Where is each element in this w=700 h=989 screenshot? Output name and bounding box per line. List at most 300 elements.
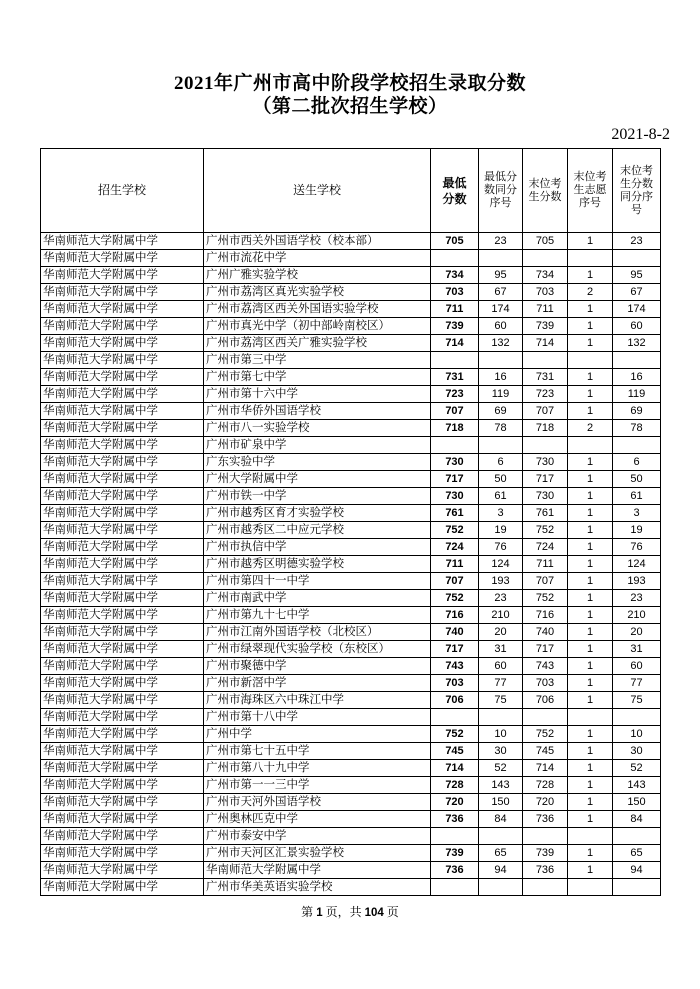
recruiting-school-cell: 华南师范大学附属中学	[41, 760, 204, 777]
table-row	[41, 845, 661, 862]
sending-school-cell: 广州市矿泉中学	[204, 437, 431, 454]
min-score-cell: 723	[431, 386, 479, 403]
recruiting-school-cell: 华南师范大学附属中学	[41, 862, 204, 879]
recruiting-school-cell: 华南师范大学附属中学	[41, 403, 204, 420]
min-score-cell: 718	[431, 420, 479, 437]
recruiting-school-cell: 华南师范大学附属中学	[41, 233, 204, 250]
recruiting-school-cell: 华南师范大学附属中学	[41, 369, 204, 386]
min-score-cell: 739	[431, 845, 479, 862]
recruiting-school-cell: 华南师范大学附属中学	[41, 692, 204, 709]
min-score-cell: 752	[431, 522, 479, 539]
sending-school-cell: 广州市新滘中学	[204, 675, 431, 692]
last-student-score-tie-number-cell: 52	[613, 760, 661, 777]
last-student-choice-number-cell	[568, 437, 613, 454]
min-score-cell: 761	[431, 505, 479, 522]
min-score-tie-number-cell: 95	[479, 267, 523, 284]
last-student-score-tie-number-cell: 31	[613, 641, 661, 658]
min-score-cell: 743	[431, 658, 479, 675]
last-student-score-tie-number-cell: 84	[613, 811, 661, 828]
recruiting-school-cell: 华南师范大学附属中学	[41, 777, 204, 794]
sending-school-cell: 广州市天河区汇景实验学校	[204, 845, 431, 862]
last-student-score-tie-number-cell: 143	[613, 777, 661, 794]
header-sending-school: 送生学校	[204, 149, 431, 233]
last-student-choice-number-cell: 1	[568, 539, 613, 556]
table-row	[41, 811, 661, 828]
min-score-tie-number-cell: 67	[479, 284, 523, 301]
min-score-cell: 752	[431, 590, 479, 607]
last-student-choice-number-cell: 1	[568, 845, 613, 862]
last-student-choice-number-cell: 1	[568, 454, 613, 471]
last-student-score-cell: 717	[523, 641, 568, 658]
table-header-row	[41, 149, 661, 233]
recruiting-school-cell: 华南师范大学附属中学	[41, 624, 204, 641]
min-score-cell	[431, 828, 479, 845]
min-score-tie-number-cell: 94	[479, 862, 523, 879]
table-row	[41, 267, 661, 284]
min-score-tie-number-cell	[479, 437, 523, 454]
table-row	[41, 318, 661, 335]
min-score-tie-number-cell: 65	[479, 845, 523, 862]
min-score-cell: 731	[431, 369, 479, 386]
last-student-choice-number-cell: 1	[568, 641, 613, 658]
min-score-cell: 703	[431, 675, 479, 692]
table-row	[41, 726, 661, 743]
min-score-cell: 707	[431, 403, 479, 420]
table-row	[41, 539, 661, 556]
table-row	[41, 692, 661, 709]
last-student-score-tie-number-cell	[613, 250, 661, 267]
min-score-cell: 734	[431, 267, 479, 284]
sending-school-cell: 广州市第一一三中学	[204, 777, 431, 794]
min-score-cell: 740	[431, 624, 479, 641]
recruiting-school-cell: 华南师范大学附属中学	[41, 267, 204, 284]
last-student-score-cell: 717	[523, 471, 568, 488]
sending-school-cell: 广州中学	[204, 726, 431, 743]
last-student-score-cell: 736	[523, 862, 568, 879]
recruiting-school-cell: 华南师范大学附属中学	[41, 250, 204, 267]
last-student-score-tie-number-cell: 193	[613, 573, 661, 590]
sending-school-cell: 广州市泰安中学	[204, 828, 431, 845]
last-student-score-cell: 743	[523, 658, 568, 675]
min-score-tie-number-cell	[479, 828, 523, 845]
last-student-score-tie-number-cell: 19	[613, 522, 661, 539]
recruiting-school-cell: 华南师范大学附属中学	[41, 505, 204, 522]
min-score-cell: 705	[431, 233, 479, 250]
admission-scores-table	[40, 148, 661, 896]
table-row	[41, 420, 661, 437]
footer-prefix: 第	[301, 905, 317, 919]
sending-school-cell: 广州奥林匹克中学	[204, 811, 431, 828]
sending-school-cell: 广州市西关外国语学校（校本部）	[204, 233, 431, 250]
recruiting-school-cell: 华南师范大学附属中学	[41, 386, 204, 403]
recruiting-school-cell: 华南师范大学附属中学	[41, 845, 204, 862]
sending-school-cell: 广州市第九十七中学	[204, 607, 431, 624]
sending-school-cell: 广州市第七中学	[204, 369, 431, 386]
last-student-score-tie-number-cell: 94	[613, 862, 661, 879]
header-min-score: 最低分数	[431, 149, 479, 233]
min-score-cell	[431, 437, 479, 454]
last-student-score-tie-number-cell: 20	[613, 624, 661, 641]
last-student-choice-number-cell: 1	[568, 505, 613, 522]
last-student-score-tie-number-cell	[613, 437, 661, 454]
document-date: 2021-8-2	[611, 126, 670, 143]
last-student-score-cell: 711	[523, 301, 568, 318]
recruiting-school-cell: 华南师范大学附属中学	[41, 420, 204, 437]
sending-school-cell: 广州市执信中学	[204, 539, 431, 556]
sending-school-cell: 广州市聚德中学	[204, 658, 431, 675]
recruiting-school-cell: 华南师范大学附属中学	[41, 488, 204, 505]
footer-mid: 页，共	[322, 905, 365, 919]
title-line-1: 2021年广州市高中阶段学校招生录取分数	[173, 73, 526, 94]
min-score-cell: 711	[431, 301, 479, 318]
last-student-score-cell: 707	[523, 403, 568, 420]
recruiting-school-cell: 华南师范大学附属中学	[41, 828, 204, 845]
min-score-cell: 717	[431, 641, 479, 658]
sending-school-cell: 广东实验中学	[204, 454, 431, 471]
last-student-score-cell: 752	[523, 522, 568, 539]
min-score-tie-number-cell: 3	[479, 505, 523, 522]
sending-school-cell: 华南师范大学附属中学	[204, 862, 431, 879]
last-student-score-tie-number-cell: 65	[613, 845, 661, 862]
page-footer	[0, 905, 700, 921]
recruiting-school-cell: 华南师范大学附属中学	[41, 658, 204, 675]
last-student-score-cell: 706	[523, 692, 568, 709]
min-score-tie-number-cell: 78	[479, 420, 523, 437]
last-student-score-cell: 745	[523, 743, 568, 760]
table-row	[41, 624, 661, 641]
last-student-score-cell	[523, 250, 568, 267]
last-student-choice-number-cell: 1	[568, 267, 613, 284]
last-student-score-tie-number-cell: 124	[613, 556, 661, 573]
last-student-score-tie-number-cell: 78	[613, 420, 661, 437]
table-row	[41, 488, 661, 505]
last-student-score-tie-number-cell: 75	[613, 692, 661, 709]
last-student-choice-number-cell	[568, 828, 613, 845]
sending-school-cell: 广州市海珠区六中珠江中学	[204, 692, 431, 709]
last-student-choice-number-cell: 1	[568, 624, 613, 641]
recruiting-school-cell: 华南师范大学附属中学	[41, 335, 204, 352]
min-score-tie-number-cell	[479, 709, 523, 726]
last-student-score-cell: 703	[523, 675, 568, 692]
table-row	[41, 743, 661, 760]
table-row	[41, 369, 661, 386]
sending-school-cell: 广州市华侨外国语学校	[204, 403, 431, 420]
min-score-tie-number-cell	[479, 352, 523, 369]
sending-school-cell: 广州市第三中学	[204, 352, 431, 369]
recruiting-school-cell: 华南师范大学附属中学	[41, 318, 204, 335]
last-student-score-cell: 728	[523, 777, 568, 794]
min-score-cell: 736	[431, 862, 479, 879]
table-row	[41, 862, 661, 879]
min-score-tie-number-cell: 20	[479, 624, 523, 641]
min-score-cell: 717	[431, 471, 479, 488]
recruiting-school-cell: 华南师范大学附属中学	[41, 556, 204, 573]
min-score-tie-number-cell: 77	[479, 675, 523, 692]
last-student-score-tie-number-cell: 50	[613, 471, 661, 488]
table-row	[41, 590, 661, 607]
sending-school-cell: 广州大学附属中学	[204, 471, 431, 488]
min-score-tie-number-cell: 150	[479, 794, 523, 811]
last-student-score-cell: 730	[523, 488, 568, 505]
sending-school-cell: 广州市江南外国语学校（北校区）	[204, 624, 431, 641]
sending-school-cell: 广州市第十八中学	[204, 709, 431, 726]
last-student-score-cell: 724	[523, 539, 568, 556]
min-score-tie-number-cell: 75	[479, 692, 523, 709]
last-student-score-tie-number-cell: 3	[613, 505, 661, 522]
last-student-score-cell	[523, 879, 568, 896]
last-student-choice-number-cell	[568, 352, 613, 369]
min-score-cell: 707	[431, 573, 479, 590]
last-student-choice-number-cell	[568, 879, 613, 896]
last-student-score-tie-number-cell: 10	[613, 726, 661, 743]
recruiting-school-cell: 华南师范大学附属中学	[41, 641, 204, 658]
last-student-score-cell	[523, 709, 568, 726]
recruiting-school-cell: 华南师范大学附属中学	[41, 352, 204, 369]
recruiting-school-cell: 华南师范大学附属中学	[41, 811, 204, 828]
last-student-choice-number-cell: 1	[568, 862, 613, 879]
last-student-choice-number-cell: 1	[568, 811, 613, 828]
document-title	[0, 0, 700, 118]
min-score-tie-number-cell: 52	[479, 760, 523, 777]
last-student-score-cell: 718	[523, 420, 568, 437]
last-student-choice-number-cell: 1	[568, 318, 613, 335]
recruiting-school-cell: 华南师范大学附属中学	[41, 454, 204, 471]
last-student-choice-number-cell: 1	[568, 301, 613, 318]
footer-suffix: 页	[383, 905, 399, 919]
last-student-score-tie-number-cell: 210	[613, 607, 661, 624]
last-student-score-cell: 716	[523, 607, 568, 624]
last-student-score-cell: 720	[523, 794, 568, 811]
last-student-score-tie-number-cell	[613, 828, 661, 845]
footer-total-pages: 104	[364, 907, 384, 919]
recruiting-school-cell: 华南师范大学附属中学	[41, 284, 204, 301]
last-student-score-tie-number-cell: 132	[613, 335, 661, 352]
header-last-student-score: 末位考生分数	[523, 149, 568, 233]
min-score-cell: 714	[431, 760, 479, 777]
last-student-choice-number-cell	[568, 709, 613, 726]
sending-school-cell: 广州市荔湾区西关广雅实验学校	[204, 335, 431, 352]
sending-school-cell: 广州市荔湾区真光实验学校	[204, 284, 431, 301]
recruiting-school-cell: 华南师范大学附属中学	[41, 471, 204, 488]
last-student-choice-number-cell: 1	[568, 658, 613, 675]
table-row	[41, 352, 661, 369]
last-student-score-cell	[523, 437, 568, 454]
min-score-cell	[431, 879, 479, 896]
last-student-choice-number-cell: 1	[568, 488, 613, 505]
last-student-score-cell: 761	[523, 505, 568, 522]
min-score-cell	[431, 352, 479, 369]
min-score-tie-number-cell: 124	[479, 556, 523, 573]
table-row	[41, 284, 661, 301]
header-recruiting-school: 招生学校	[41, 149, 204, 233]
min-score-tie-number-cell: 61	[479, 488, 523, 505]
last-student-score-cell: 752	[523, 590, 568, 607]
last-student-score-tie-number-cell: 119	[613, 386, 661, 403]
table-row	[41, 794, 661, 811]
min-score-tie-number-cell: 76	[479, 539, 523, 556]
min-score-cell: 720	[431, 794, 479, 811]
min-score-tie-number-cell: 84	[479, 811, 523, 828]
recruiting-school-cell: 华南师范大学附属中学	[41, 573, 204, 590]
recruiting-school-cell: 华南师范大学附属中学	[41, 879, 204, 896]
last-student-score-tie-number-cell: 69	[613, 403, 661, 420]
table-row	[41, 335, 661, 352]
min-score-tie-number-cell: 16	[479, 369, 523, 386]
last-student-choice-number-cell: 1	[568, 692, 613, 709]
min-score-tie-number-cell	[479, 879, 523, 896]
min-score-cell: 745	[431, 743, 479, 760]
sending-school-cell: 广州市华美英语实验学校	[204, 879, 431, 896]
last-student-score-cell: 731	[523, 369, 568, 386]
table-row	[41, 607, 661, 624]
table-header	[41, 149, 661, 233]
last-student-choice-number-cell: 1	[568, 760, 613, 777]
last-student-score-tie-number-cell: 150	[613, 794, 661, 811]
header-last-student-score-tie-number: 末位考生分数同分序号	[613, 149, 661, 233]
last-student-choice-number-cell: 1	[568, 590, 613, 607]
sending-school-cell: 广州广雅实验学校	[204, 267, 431, 284]
last-student-score-tie-number-cell	[613, 352, 661, 369]
last-student-choice-number-cell: 2	[568, 284, 613, 301]
min-score-cell: 730	[431, 488, 479, 505]
last-student-score-cell: 739	[523, 845, 568, 862]
table-row	[41, 522, 661, 539]
table-row	[41, 777, 661, 794]
last-student-choice-number-cell	[568, 250, 613, 267]
min-score-cell: 730	[431, 454, 479, 471]
last-student-score-tie-number-cell: 60	[613, 318, 661, 335]
last-student-score-cell: 714	[523, 760, 568, 777]
table-row	[41, 709, 661, 726]
table-body	[41, 233, 661, 896]
sending-school-cell: 广州市南武中学	[204, 590, 431, 607]
table-row	[41, 386, 661, 403]
table-row	[41, 760, 661, 777]
min-score-cell	[431, 250, 479, 267]
last-student-score-tie-number-cell	[613, 879, 661, 896]
last-student-choice-number-cell: 1	[568, 794, 613, 811]
table-row	[41, 641, 661, 658]
min-score-tie-number-cell: 50	[479, 471, 523, 488]
min-score-cell: 711	[431, 556, 479, 573]
min-score-cell: 716	[431, 607, 479, 624]
last-student-score-cell: 739	[523, 318, 568, 335]
last-student-score-tie-number-cell: 16	[613, 369, 661, 386]
last-student-score-cell: 734	[523, 267, 568, 284]
min-score-tie-number-cell: 31	[479, 641, 523, 658]
last-student-choice-number-cell: 1	[568, 369, 613, 386]
last-student-score-cell: 711	[523, 556, 568, 573]
last-student-choice-number-cell: 1	[568, 403, 613, 420]
recruiting-school-cell: 华南师范大学附属中学	[41, 726, 204, 743]
recruiting-school-cell: 华南师范大学附属中学	[41, 590, 204, 607]
last-student-score-cell: 730	[523, 454, 568, 471]
last-student-score-cell: 723	[523, 386, 568, 403]
sending-school-cell: 广州市越秀区二中应元学校	[204, 522, 431, 539]
recruiting-school-cell: 华南师范大学附属中学	[41, 522, 204, 539]
table-row	[41, 403, 661, 420]
last-student-score-tie-number-cell: 77	[613, 675, 661, 692]
min-score-cell	[431, 709, 479, 726]
last-student-score-tie-number-cell: 174	[613, 301, 661, 318]
table-row	[41, 879, 661, 896]
min-score-tie-number-cell: 30	[479, 743, 523, 760]
table-row	[41, 233, 661, 250]
min-score-cell: 736	[431, 811, 479, 828]
table-row	[41, 556, 661, 573]
recruiting-school-cell: 华南师范大学附属中学	[41, 301, 204, 318]
min-score-tie-number-cell: 193	[479, 573, 523, 590]
recruiting-school-cell: 华南师范大学附属中学	[41, 709, 204, 726]
min-score-tie-number-cell: 174	[479, 301, 523, 318]
last-student-score-tie-number-cell: 95	[613, 267, 661, 284]
min-score-tie-number-cell: 119	[479, 386, 523, 403]
min-score-tie-number-cell: 69	[479, 403, 523, 420]
last-student-score-tie-number-cell: 6	[613, 454, 661, 471]
sending-school-cell: 广州市绿翠现代实验学校（东校区）	[204, 641, 431, 658]
last-student-choice-number-cell: 1	[568, 522, 613, 539]
min-score-tie-number-cell: 6	[479, 454, 523, 471]
recruiting-school-cell: 华南师范大学附属中学	[41, 675, 204, 692]
table-row	[41, 658, 661, 675]
min-score-tie-number-cell: 10	[479, 726, 523, 743]
min-score-tie-number-cell: 210	[479, 607, 523, 624]
sending-school-cell: 广州市第七十五中学	[204, 743, 431, 760]
header-last-student-choice-number: 末位考生志愿序号	[568, 149, 613, 233]
min-score-cell: 724	[431, 539, 479, 556]
last-student-score-cell: 740	[523, 624, 568, 641]
table-row	[41, 437, 661, 454]
last-student-choice-number-cell: 1	[568, 726, 613, 743]
last-student-choice-number-cell: 1	[568, 471, 613, 488]
table-row	[41, 675, 661, 692]
min-score-cell: 728	[431, 777, 479, 794]
last-student-score-cell: 705	[523, 233, 568, 250]
sending-school-cell: 广州市越秀区育才实验学校	[204, 505, 431, 522]
recruiting-school-cell: 华南师范大学附属中学	[41, 743, 204, 760]
last-student-score-cell: 703	[523, 284, 568, 301]
last-student-score-cell: 736	[523, 811, 568, 828]
table-row	[41, 301, 661, 318]
last-student-score-tie-number-cell: 23	[613, 590, 661, 607]
min-score-cell: 739	[431, 318, 479, 335]
table-row	[41, 505, 661, 522]
last-student-choice-number-cell: 1	[568, 556, 613, 573]
last-student-score-tie-number-cell: 30	[613, 743, 661, 760]
last-student-score-cell	[523, 828, 568, 845]
sending-school-cell: 广州市流花中学	[204, 250, 431, 267]
last-student-score-tie-number-cell: 60	[613, 658, 661, 675]
last-student-score-tie-number-cell: 23	[613, 233, 661, 250]
min-score-tie-number-cell: 19	[479, 522, 523, 539]
min-score-tie-number-cell: 60	[479, 658, 523, 675]
table-row	[41, 250, 661, 267]
last-student-choice-number-cell: 1	[568, 607, 613, 624]
last-student-choice-number-cell: 1	[568, 675, 613, 692]
min-score-cell: 703	[431, 284, 479, 301]
table-row	[41, 828, 661, 845]
table-row	[41, 471, 661, 488]
last-student-choice-number-cell: 1	[568, 386, 613, 403]
sending-school-cell: 广州市荔湾区西关外国语实验学校	[204, 301, 431, 318]
sending-school-cell: 广州市第十六中学	[204, 386, 431, 403]
sending-school-cell: 广州市八一实验学校	[204, 420, 431, 437]
min-score-tie-number-cell: 23	[479, 590, 523, 607]
min-score-tie-number-cell: 132	[479, 335, 523, 352]
recruiting-school-cell: 华南师范大学附属中学	[41, 794, 204, 811]
sending-school-cell: 广州市越秀区明德实验学校	[204, 556, 431, 573]
footer-page-number: 1	[316, 907, 323, 919]
